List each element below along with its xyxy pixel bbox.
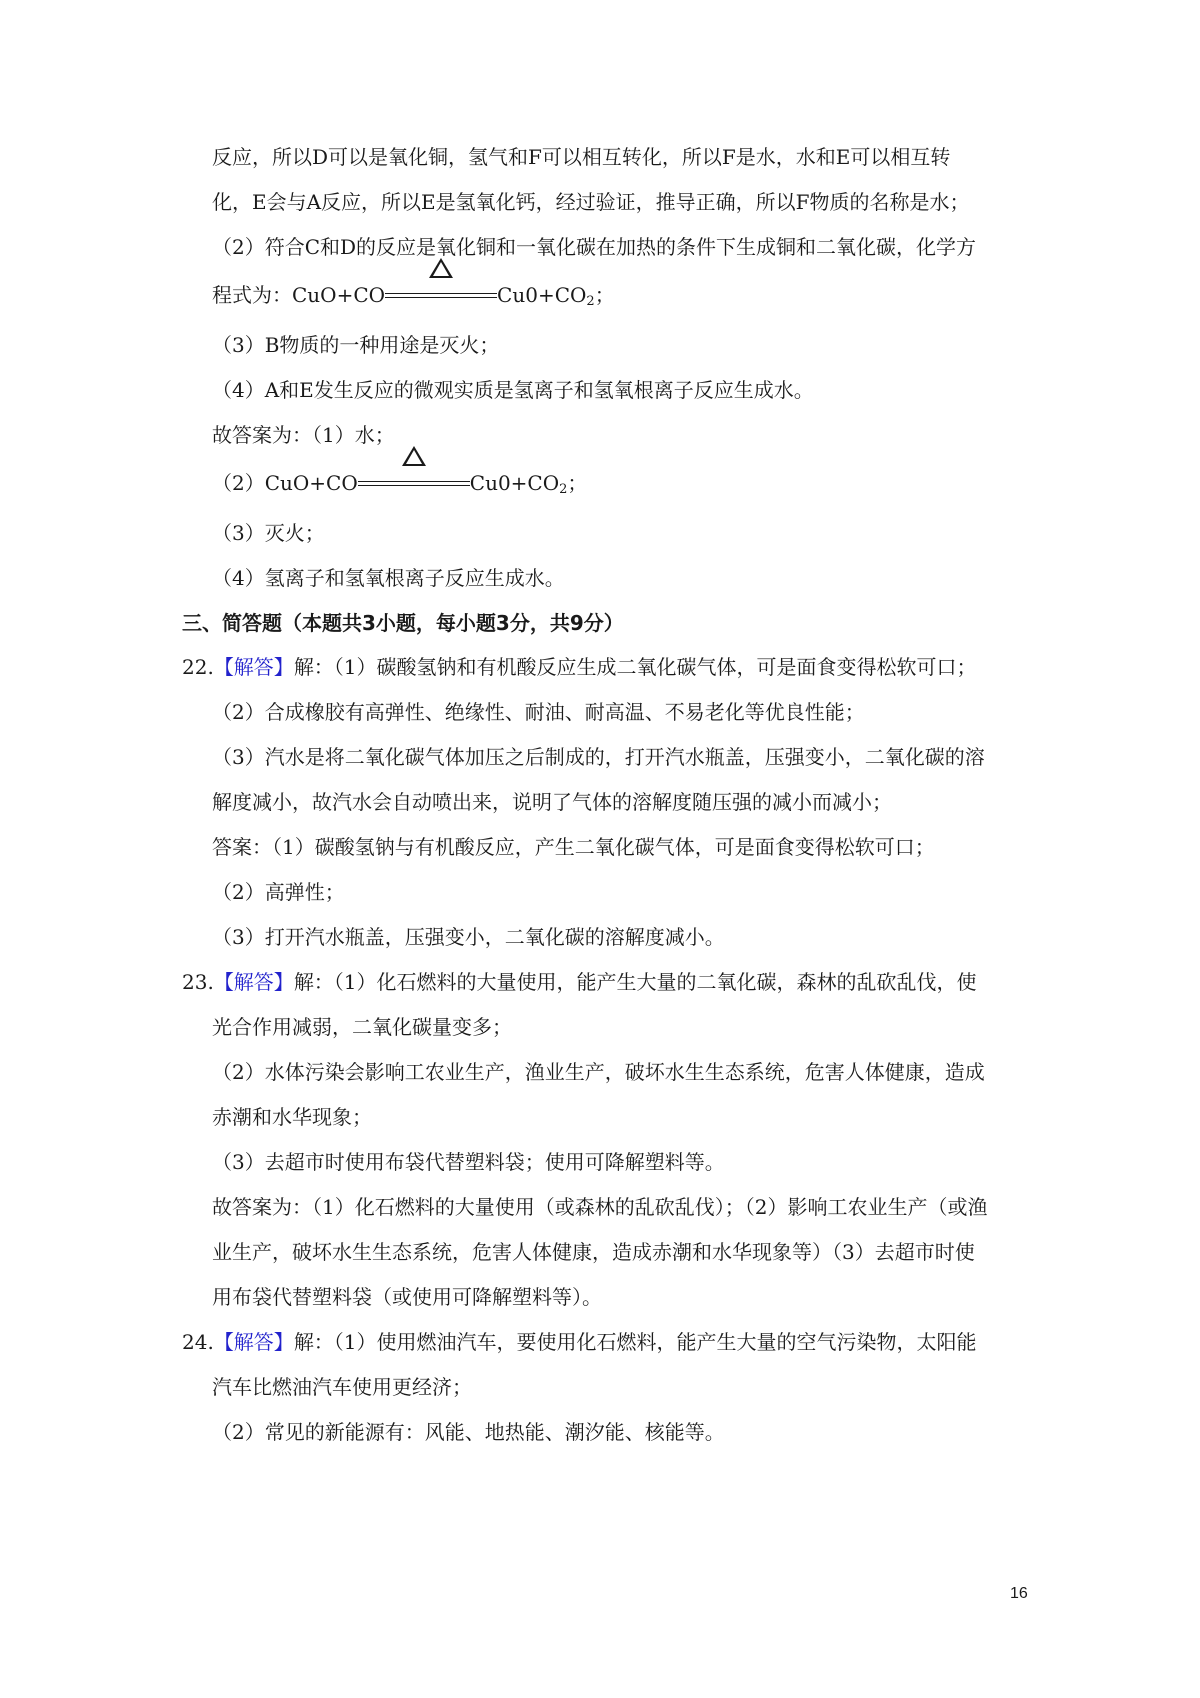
text-line: 答案：（1）碳酸氢钠与有机酸反应，产生二氧化碳气体，可是面食变得松软可口； xyxy=(212,835,935,859)
answer-tag: 【解答】 xyxy=(213,1330,294,1354)
question-number: 24. xyxy=(182,1330,214,1354)
page-number: 16 xyxy=(1010,1585,1028,1602)
question-24: 24.【解答】解：（1）使用燃油汽车，要使用化石燃料，能产生大量的空气污染物，太阳能 xyxy=(182,1330,977,1354)
heat-condition-arrow xyxy=(358,468,470,498)
subscript: 2 xyxy=(586,294,595,309)
question-23: 23.【解答】解：（1）化石燃料的大量使用，能产生大量的二氧化碳，森林的乱砍乱伐，使 xyxy=(182,970,977,994)
text-line: （3）B物质的一种用途是灭火； xyxy=(212,333,500,357)
text-line: 业生产，破坏水生生态系统，危害人体健康，造成赤潮和水华现象等）（3）去超市时使 xyxy=(212,1240,975,1264)
equation-right: Cu0+CO xyxy=(497,283,587,307)
text-line: 故答案为：（1）化石燃料的大量使用（或森林的乱砍乱伐）；（2）影响工农业生产（或渔 xyxy=(212,1195,988,1219)
equation-left: 程式为：CuO+CO xyxy=(212,283,386,307)
question-number: 22. xyxy=(182,655,214,679)
heat-condition-arrow xyxy=(385,280,497,310)
text-line: （3）灭火； xyxy=(212,521,325,545)
text-line: （4）氢离子和氢氧根离子反应生成水。 xyxy=(212,566,565,590)
text-line: 化，E会与A反应，所以E是氢氧化钙，经过验证，推导正确，所以F物质的名称是水； xyxy=(212,190,970,214)
text-line: （2）合成橡胶有高弹性、绝缘性、耐油、耐高温、不易老化等优良性能； xyxy=(212,700,865,724)
equation-line: （2）CuO+CO $Cu0+CO_2$； xyxy=(212,468,587,505)
subscript: 2 xyxy=(559,482,568,497)
text-line: （3）去超市时使用布袋代替塑料袋；使用可降解塑料等。 xyxy=(212,1150,725,1174)
text-line: （3）汽水是将二氧化碳气体加压之后制成的，打开汽水瓶盖，压强变小，二氧化碳的溶 xyxy=(212,745,985,769)
answer-tag: 【解答】 xyxy=(213,655,294,679)
text-line: （2）符合C和D的反应是氧化铜和一氧化碳在加热的条件下生成铜和二氧化碳，化学方 xyxy=(212,235,977,259)
answer-tag: 【解答】 xyxy=(213,970,294,994)
question-number: 23. xyxy=(182,970,214,994)
text-line: 赤潮和水华现象； xyxy=(212,1105,372,1129)
question-22: 22.【解答】解：（1）碳酸氢钠和有机酸反应生成二氧化碳气体，可是面食变得松软可口； xyxy=(182,655,977,679)
text-line: （4）A和E发生反应的微观实质是氢离子和氢氧根离子反应生成水。 xyxy=(212,378,814,402)
text-line: 用布袋代替塑料袋（或使用可降解塑料等）。 xyxy=(212,1285,602,1309)
equation-left: （2）CuO+CO xyxy=(212,471,358,495)
text-line: （2）常见的新能源有：风能、地热能、潮汐能、核能等。 xyxy=(212,1420,725,1444)
text-line: 解度减小，故汽水会自动喷出来，说明了气体的溶解度随压强的减小而减小； xyxy=(212,790,892,814)
text-line: （3）打开汽水瓶盖，压强变小，二氧化碳的溶解度减小。 xyxy=(212,925,725,949)
section-heading: 三、简答题（本题共3小题，每小题3分，共9分） xyxy=(182,611,624,635)
text-line: 反应，所以D可以是氧化铜，氢气和F可以相互转化，所以F是水，水和E可以相互转 xyxy=(212,145,951,169)
text-line: 故答案为：（1）水； xyxy=(212,423,395,447)
text-line: 汽车比燃油汽车使用更经济； xyxy=(212,1375,472,1399)
text-line: 光合作用减弱，二氧化碳量变多； xyxy=(212,1015,512,1039)
equation-line: 程式为：CuO+CO $Cu0+CO_2$； xyxy=(212,280,615,317)
equation-right: Cu0+CO xyxy=(469,471,560,495)
text-line: （2）水体污染会影响工农业生产，渔业生产，破坏水生生态系统，危害人体健康，造成 xyxy=(212,1060,985,1084)
text-line: （2）高弹性； xyxy=(212,880,345,904)
